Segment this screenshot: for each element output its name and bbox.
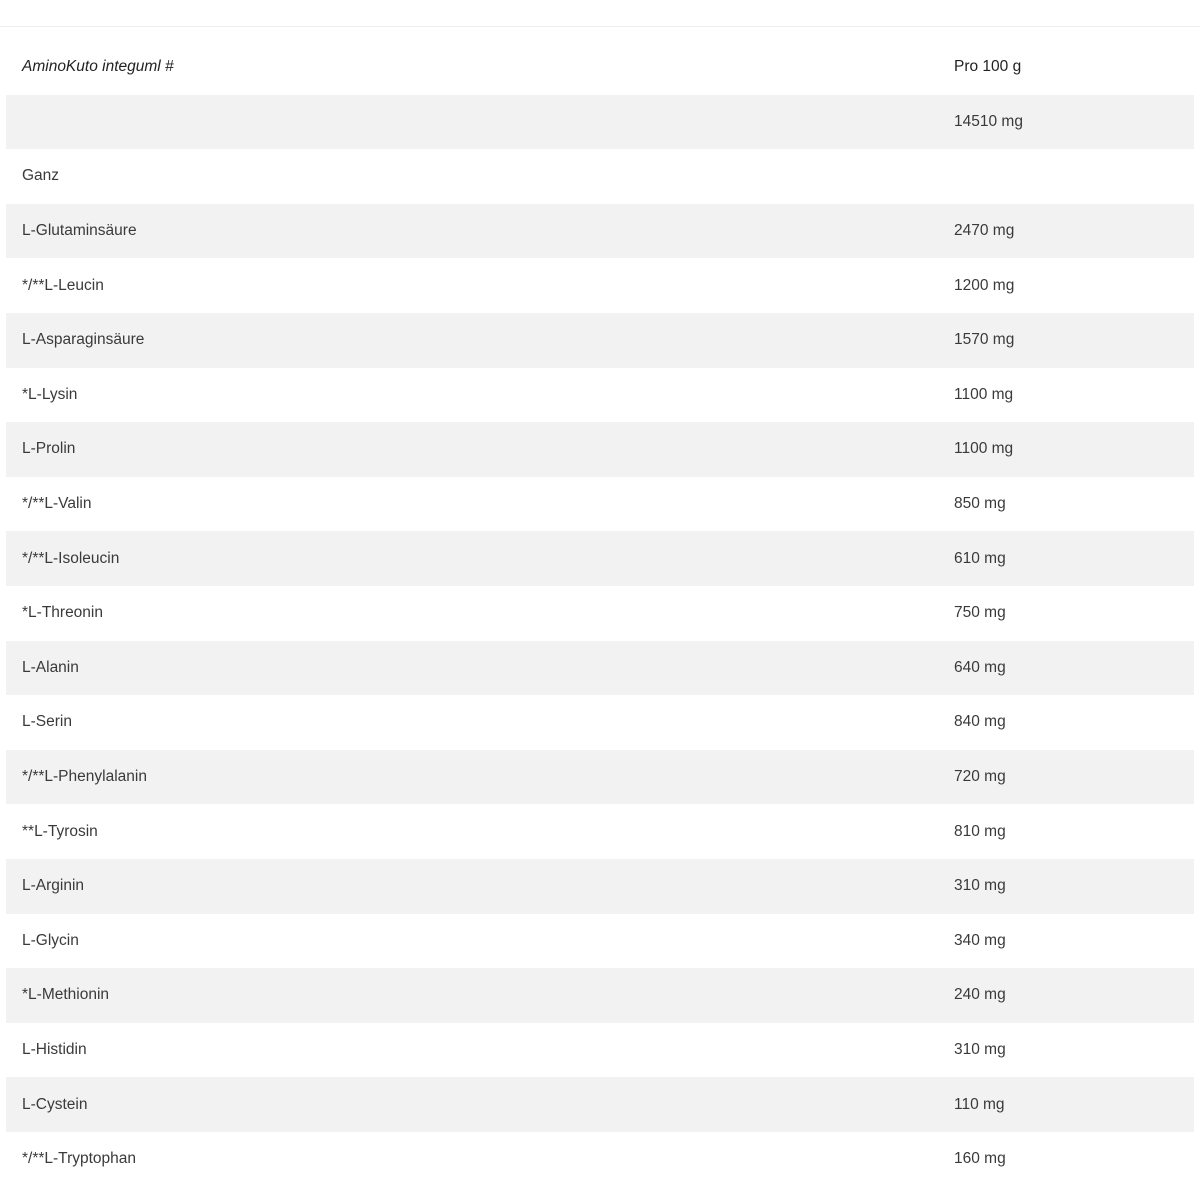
nutrient-name: */**L-Tryptophan [22, 1150, 137, 1168]
table-row [6, 586, 1194, 641]
table-row [6, 313, 1194, 368]
table-row [6, 750, 1194, 805]
nutrient-name: L-Glutaminsäure [22, 222, 137, 240]
table-row [6, 859, 1194, 914]
nutrient-amount: 1100 mg [954, 385, 1014, 403]
table-body [6, 95, 1194, 1187]
table-row [6, 258, 1194, 313]
nutrient-amount: 14510 mg [954, 112, 1023, 130]
nutrient-amount: 160 mg [954, 1150, 1006, 1168]
nutrient-name: L-Alanin [22, 658, 79, 676]
nutrient-amount: 750 mg [954, 604, 1006, 622]
nutrient-name: L-Histidin [22, 1040, 87, 1058]
nutrient-name: L-Prolin [22, 440, 76, 458]
table-row [6, 1132, 1194, 1187]
nutrient-amount: 1100 mg [954, 440, 1014, 458]
table-row [6, 1023, 1194, 1078]
nutrient-amount: 610 mg [954, 549, 1006, 567]
table-row [6, 641, 1194, 696]
header-name-cell: AminoKuto integuml # [22, 58, 174, 76]
nutrient-amount: 1200 mg [954, 276, 1015, 294]
nutrient-name: */**L-Isoleucin [22, 549, 120, 567]
nutrient-name: L-Arginin [22, 877, 85, 895]
nutrient-amount: 720 mg [954, 768, 1006, 786]
nutrient-name: */**L-Valin [22, 495, 92, 513]
top-divider [0, 26, 1200, 27]
nutrient-name: *L-Lysin [22, 385, 78, 403]
nutrient-amount: 340 mg [954, 931, 1006, 949]
nutrient-name: *L-Threonin [22, 604, 103, 622]
nutrient-name: L-Asparaginsäure [22, 331, 145, 349]
table-row [6, 531, 1194, 586]
nutrient-name: */**L-Leucin [22, 276, 104, 294]
table-row [6, 149, 1194, 204]
table-row [6, 95, 1194, 150]
nutrient-name: L-Cystein [22, 1095, 88, 1113]
table-row [6, 695, 1194, 750]
nutrient-name: **L-Tyrosin [22, 822, 98, 840]
nutrient-amount: 1570 mg [954, 331, 1015, 349]
nutrient-amount: 850 mg [954, 495, 1006, 513]
table-row [6, 477, 1194, 532]
table-row [6, 914, 1194, 969]
nutrient-amount: 640 mg [954, 658, 1006, 676]
nutrient-name: L-Serin [22, 713, 72, 731]
nutrient-amount: 840 mg [954, 713, 1006, 731]
table-row [6, 368, 1194, 423]
nutrient-name: *L-Methionin [22, 986, 110, 1004]
table-row [6, 204, 1194, 259]
table-header-row [6, 40, 1194, 95]
header-value-cell: Pro 100 g [954, 58, 1022, 76]
nutrient-name: Ganz [22, 167, 60, 185]
nutrient-amount: 310 mg [954, 1040, 1006, 1058]
table-row [6, 968, 1194, 1023]
nutrient-name: */**L-Phenylalanin [22, 768, 147, 786]
amino-acid-table [6, 40, 1194, 1186]
nutrient-amount: 2470 mg [954, 222, 1015, 240]
nutrient-amount: 110 mg [954, 1095, 1005, 1113]
nutrient-amount: 240 mg [954, 986, 1006, 1004]
nutrient-amount: 310 mg [954, 877, 1006, 895]
table-row [6, 422, 1194, 477]
nutrient-amount: 810 mg [954, 822, 1006, 840]
table-row [6, 1077, 1194, 1132]
table-row [6, 804, 1194, 859]
nutrient-name: L-Glycin [22, 931, 79, 949]
